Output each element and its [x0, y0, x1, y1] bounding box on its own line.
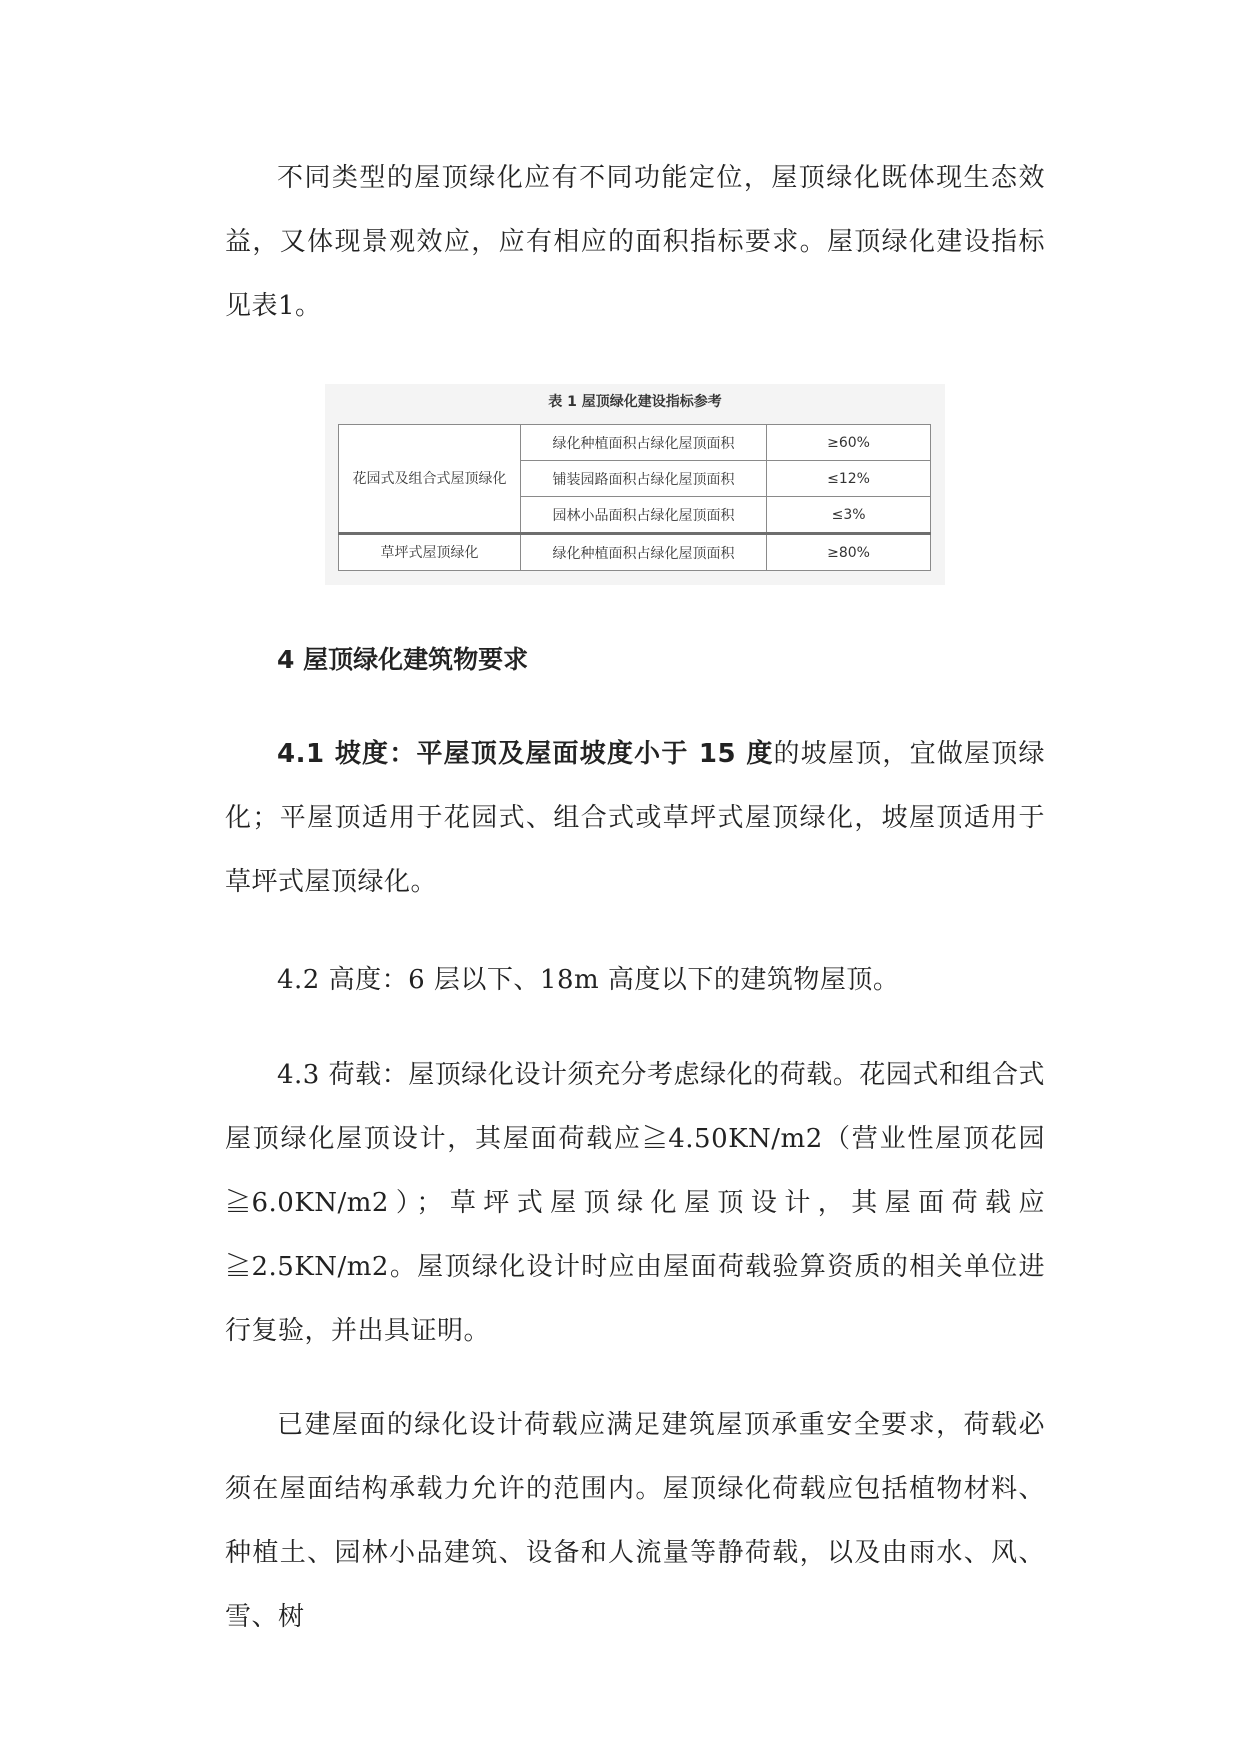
table-cell-item: 园林小品面积占绿化屋顶面积	[520, 497, 766, 534]
indicator-table	[338, 424, 931, 571]
table-cell-type: 花园式及组合式屋顶绿化	[339, 425, 521, 534]
section-4-heading: 4 屋顶绿化建筑物要求	[277, 645, 529, 674]
table-cell-value: ≥80%	[767, 534, 931, 571]
table-cell-type: 草坪式屋顶绿化	[339, 534, 521, 571]
section-4-1-body: 的坡屋顶，宜做屋顶绿化；平屋顶适用于花园式、组合式或草坪式屋顶绿化，坡屋顶适用于草坪式屋顶绿化。	[225, 739, 1045, 897]
intro-paragraph: 不同类型的屋顶绿化应有不同功能定位，屋顶绿化既体现生态效益，又体现景观效应，应有相应的面积指标要求。屋顶绿化建设指标见表1。	[225, 163, 1045, 321]
table-caption: 表 1 屋顶绿化建设指标参考	[548, 394, 722, 410]
existing-roof-paragraph: 已建屋面的绿化设计荷载应满足建筑屋顶承重安全要求，荷载必须在屋面结构承载力允许的范围内。屋顶绿化荷载应包括植物材料、种植土、园林小品建筑、设备和人流量等静荷载，以及由雨水、风、雪、树	[225, 1410, 1045, 1632]
table-row	[339, 425, 931, 461]
table-cell-value: ≥60%	[767, 425, 931, 461]
table-row	[339, 534, 931, 571]
table-cell-item: 绿化种植面积占绿化屋顶面积	[520, 534, 766, 571]
table-1-figure	[325, 384, 945, 585]
table-cell-item: 铺装园路面积占绿化屋顶面积	[520, 461, 766, 497]
table-cell-value: ≤3%	[767, 497, 931, 534]
section-4-1-lead: 4.1 坡度：平屋顶及屋面坡度小于 15 度	[277, 739, 774, 769]
table-cell-value: ≤12%	[767, 461, 931, 497]
section-4-1-paragraph	[225, 722, 1045, 914]
section-4-2-paragraph: 4.2 高度：6 层以下、18m 高度以下的建筑物屋顶。	[277, 965, 900, 995]
section-4-3-paragraph: 4.3 荷载：屋顶绿化设计须充分考虑绿化的荷载。花园式和组合式屋顶绿化屋顶设计，其屋面荷载应≧4.50KN/m2（营业性屋顶花园≧6.0KN/m2）；草坪式屋顶绿化屋顶设计，其屋面荷载应≧2.5KN/m2。屋顶绿化设计时应由屋面荷载验算资质的相关单位进行复验，并出具证明。	[225, 1060, 1045, 1346]
table-cell-item: 绿化种植面积占绿化屋顶面积	[520, 425, 766, 461]
